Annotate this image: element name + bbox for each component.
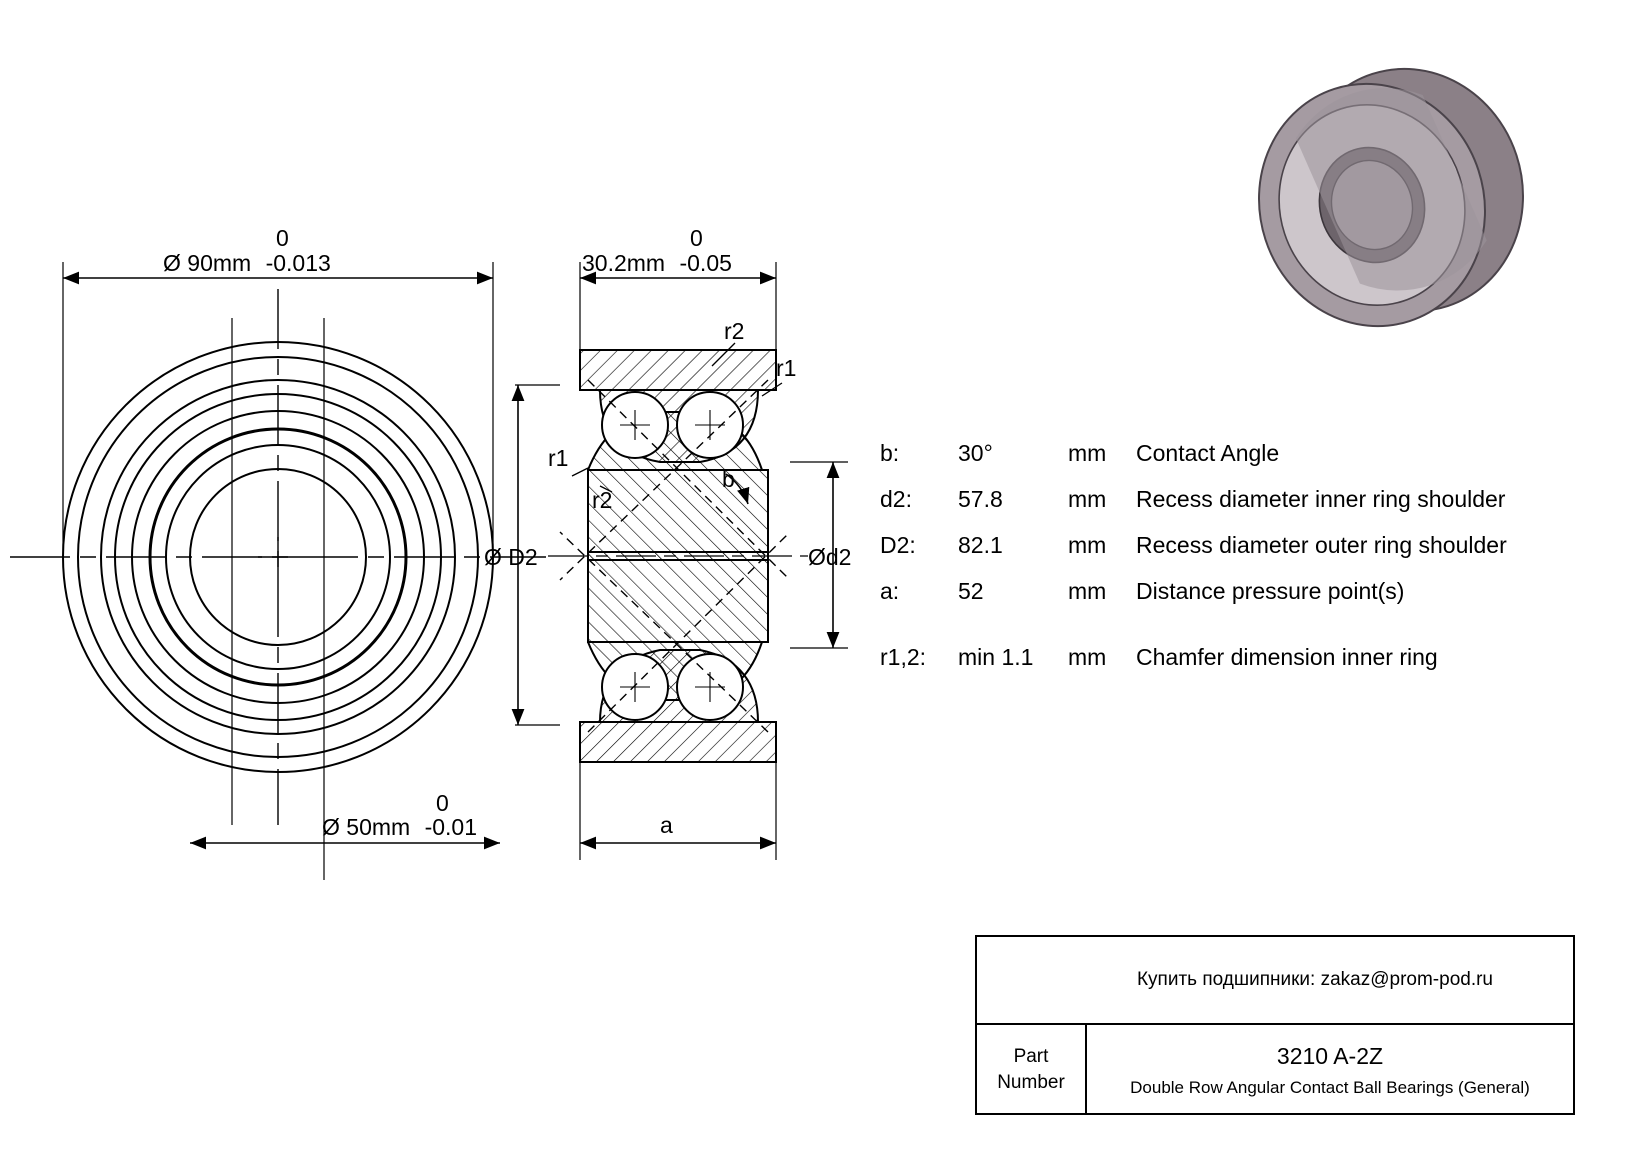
spec-value: min 1.1 [958, 644, 1034, 670]
spec-description: Distance pressure point(s) [1136, 578, 1405, 604]
part-number-label [977, 1025, 1087, 1115]
title-block-contact-row [977, 937, 1573, 1025]
spec-row [880, 440, 1580, 486]
spec-value: 30° [958, 440, 993, 466]
label-r2-left: r2 [592, 487, 613, 513]
specification-list [880, 440, 1580, 690]
spec-symbol: b: [880, 440, 900, 466]
spec-description: Recess diameter outer ring shoulder [1136, 532, 1507, 558]
spec-unit: mm [1068, 644, 1107, 670]
title-block-part-row [977, 1025, 1573, 1115]
section-width-value: 30.2mm [582, 250, 666, 276]
part-description: Double Row Angular Contact Ball Bearings (General) [1130, 1077, 1530, 1097]
spec-description: Contact Angle [1136, 440, 1280, 466]
section-width-tol-lower: -0.05 [679, 250, 732, 276]
spec-description: Chamfer dimension inner ring [1136, 644, 1438, 670]
section-width-tol-upper: 0 [690, 225, 703, 251]
front-outer-value: Ø 90mm [163, 250, 252, 276]
part-label-line2: Number [997, 1072, 1065, 1093]
contact-text: Купить подшипники: zakaz@prom-pod.ru [1136, 969, 1494, 990]
bearing-photo [1228, 39, 1554, 355]
title-block [975, 935, 1575, 1115]
front-outer-tol-upper: 0 [276, 225, 289, 251]
front-view [10, 262, 546, 880]
label-r2-top: r2 [724, 318, 745, 344]
spec-row [880, 486, 1580, 532]
section-width-dim [582, 250, 732, 277]
spec-symbol: d2: [880, 486, 912, 512]
front-outer-tol-lower: -0.013 [265, 250, 331, 276]
spec-row [880, 578, 1580, 624]
spec-unit: mm [1068, 440, 1107, 466]
spec-value: 82.1 [958, 532, 1003, 558]
label-a: a [660, 812, 673, 838]
spec-row [880, 532, 1580, 578]
label-d2: Ød2 [808, 544, 852, 570]
label-D2: Ø D2 [484, 544, 538, 570]
spec-unit: mm [1068, 578, 1107, 604]
spec-symbol: a: [880, 578, 900, 604]
front-outer-dim [163, 250, 331, 277]
front-bore-value: Ø 50mm [322, 814, 411, 840]
front-bore-tol-lower: -0.01 [424, 814, 478, 840]
part-number-cell [1087, 1025, 1573, 1115]
spec-description: Recess diameter inner ring shoulder [1136, 486, 1506, 512]
label-r1-left: r1 [548, 445, 569, 471]
spec-row [880, 644, 1580, 690]
part-number-value: 3210 A-2Z [1276, 1042, 1384, 1069]
front-bore-dim [322, 814, 477, 841]
spec-value: 57.8 [958, 486, 1003, 512]
spec-unit: mm [1068, 532, 1107, 558]
front-bore-tol-upper: 0 [436, 790, 449, 816]
spec-unit: mm [1068, 486, 1107, 512]
label-r1-top: r1 [776, 355, 797, 381]
spec-symbol: D2: [880, 532, 916, 558]
spec-value: 52 [958, 578, 984, 604]
section-view [515, 262, 848, 860]
spec-symbol: r1,2: [880, 644, 927, 670]
label-contact-angle: b [722, 466, 735, 492]
part-label-line1: Part [1013, 1046, 1049, 1068]
